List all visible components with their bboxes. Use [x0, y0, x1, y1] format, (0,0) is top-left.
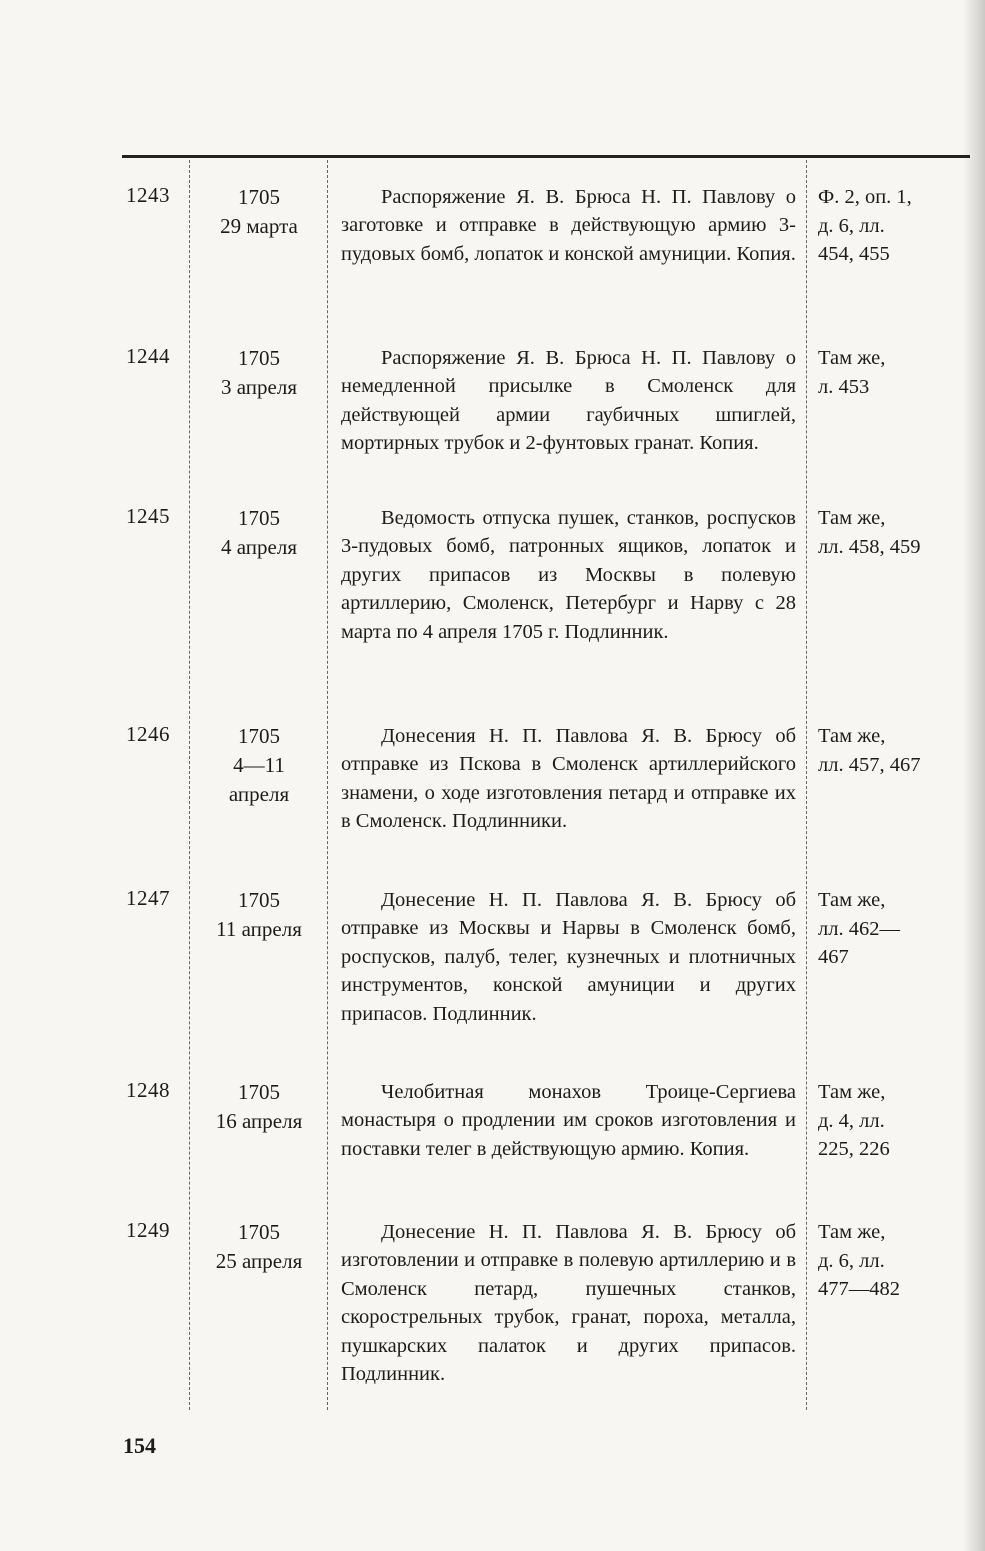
entry-reference — [818, 1078, 968, 1164]
page-number: 154 — [123, 1433, 156, 1458]
ref-line: 454, 455 — [818, 243, 890, 265]
entry-number: 1244 — [126, 344, 170, 368]
entry-reference — [818, 183, 968, 269]
entry-description — [341, 344, 796, 458]
date-year: 1705 — [238, 346, 280, 370]
date-day: 4 апреля — [221, 535, 297, 559]
entry-description — [341, 504, 796, 646]
entry-description — [341, 183, 796, 268]
ref-line: Там же, — [818, 1221, 886, 1243]
entry-date — [192, 722, 326, 809]
entry-date — [192, 1218, 326, 1276]
entry-reference — [818, 1218, 968, 1304]
entry-date — [192, 344, 326, 402]
column-divider-2 — [327, 160, 328, 1410]
entry-date — [192, 886, 326, 944]
ref-line: д. 4, лл. — [818, 1109, 885, 1132]
date-year: 1705 — [238, 888, 280, 912]
table-top-rule — [122, 155, 970, 158]
description-text: Донесение Н. П. Павлова Я. В. Брюсу об изготовлении и отправке в полевую артиллерию и в Смоленск петард, пушечных станков, скорострельных трубок, гранат, пороха, металла, пушкарских палаток и других припасов. Подлинник. — [341, 1221, 796, 1386]
date-year: 1705 — [238, 1080, 280, 1104]
date-month: апреля — [228, 782, 290, 806]
description-text: Донесения Н. П. Павлова Я. В. Брюсу об отправке из Пскова в Смоленск артиллерийского знамени, о ходе изготовления петард и отправке их в Смоленск. Подлинники. — [341, 725, 796, 833]
ref-line: 477—482 — [818, 1278, 900, 1300]
date-day: 3 апреля — [221, 375, 297, 399]
ref-line: 467 — [818, 946, 849, 968]
entry-number: 1249 — [126, 1218, 170, 1242]
date-day: 11 апреля — [216, 917, 302, 941]
ref-line: лл. 458, 459 — [818, 535, 921, 558]
ref-line: д. 6, лл. — [818, 214, 885, 237]
ref-line: Там же, — [818, 889, 886, 911]
entry-number: 1247 — [126, 886, 170, 910]
entry-reference — [818, 886, 968, 972]
entry-reference — [818, 722, 968, 779]
entry-description — [341, 886, 796, 1028]
entry-number: 1248 — [126, 1078, 170, 1102]
entry-description — [341, 1218, 796, 1388]
ref-line: д. 6, лл. — [818, 1249, 885, 1272]
description-text: Распоряжение Я. В. Брюса Н. П. Павлову о немедленной присылке в Смоленск для действующей армии гаубичных шпиглей, мортирных трубок и 2-фунтовых гранат. Копия. — [341, 347, 796, 455]
column-divider-1 — [189, 160, 190, 1410]
description-text: Челобитная монахов Троице-Сергиева монастыря о продлении им сроков изготовления и поставки телег в действующую армию. Копия. — [341, 1081, 796, 1160]
entry-date — [192, 1078, 326, 1136]
ref-line: Там же, — [818, 1081, 886, 1103]
date-year: 1705 — [238, 185, 280, 209]
ref-line: Там же, — [818, 507, 886, 529]
description-text: Распоряжение Я. В. Брюса Н. П. Павлову о заготовке и отправке в действующую армию 3-пудовых бомб, лопаток и конской амуниции. Копия. — [341, 186, 796, 265]
entry-description — [341, 1078, 796, 1163]
date-year: 1705 — [238, 724, 280, 748]
date-day: 16 апреля — [215, 1109, 303, 1133]
description-text: Донесение Н. П. Павлова Я. В. Брюсу об отправке из Москвы и Нарвы в Смоленск бомб, роспусков, палуб, телег, кузнечных и плотничных инструментов, конской амуниции и других припасов. Подлинник. — [341, 889, 796, 1025]
entry-reference — [818, 504, 968, 561]
ref-line: л. 453 — [818, 375, 870, 398]
ref-line: лл. 462— — [818, 917, 900, 940]
entry-number: 1246 — [126, 722, 170, 746]
entry-date — [192, 504, 326, 562]
column-divider-3 — [806, 160, 807, 1410]
date-year: 1705 — [238, 506, 280, 530]
date-range: 4—11 — [233, 753, 285, 777]
date-day: 25 апреля — [215, 1249, 303, 1273]
ref-line: Там же, — [818, 725, 886, 747]
ref-line: Там же, — [818, 347, 886, 369]
entry-description — [341, 722, 796, 836]
ref-line: Ф. 2, оп. 1, — [818, 186, 912, 208]
ref-line: 225, 226 — [818, 1138, 890, 1160]
description-text: Ведомость отпуска пушек, станков, роспусков 3-пудовых бомб, патронных ящиков, лопаток и других припасов из Москвы в полевую артиллерию, Смоленск, Петербург и Нарву с 28 марта по 4 апреля 1705 г. Подлинник. — [341, 507, 796, 643]
entry-date — [192, 183, 326, 241]
ref-line: лл. 457, 467 — [818, 753, 921, 776]
date-year: 1705 — [238, 1220, 280, 1244]
entry-number: 1243 — [126, 183, 170, 207]
entry-number: 1245 — [126, 504, 170, 528]
date-day: 29 марта — [220, 214, 298, 238]
entry-reference — [818, 344, 968, 401]
